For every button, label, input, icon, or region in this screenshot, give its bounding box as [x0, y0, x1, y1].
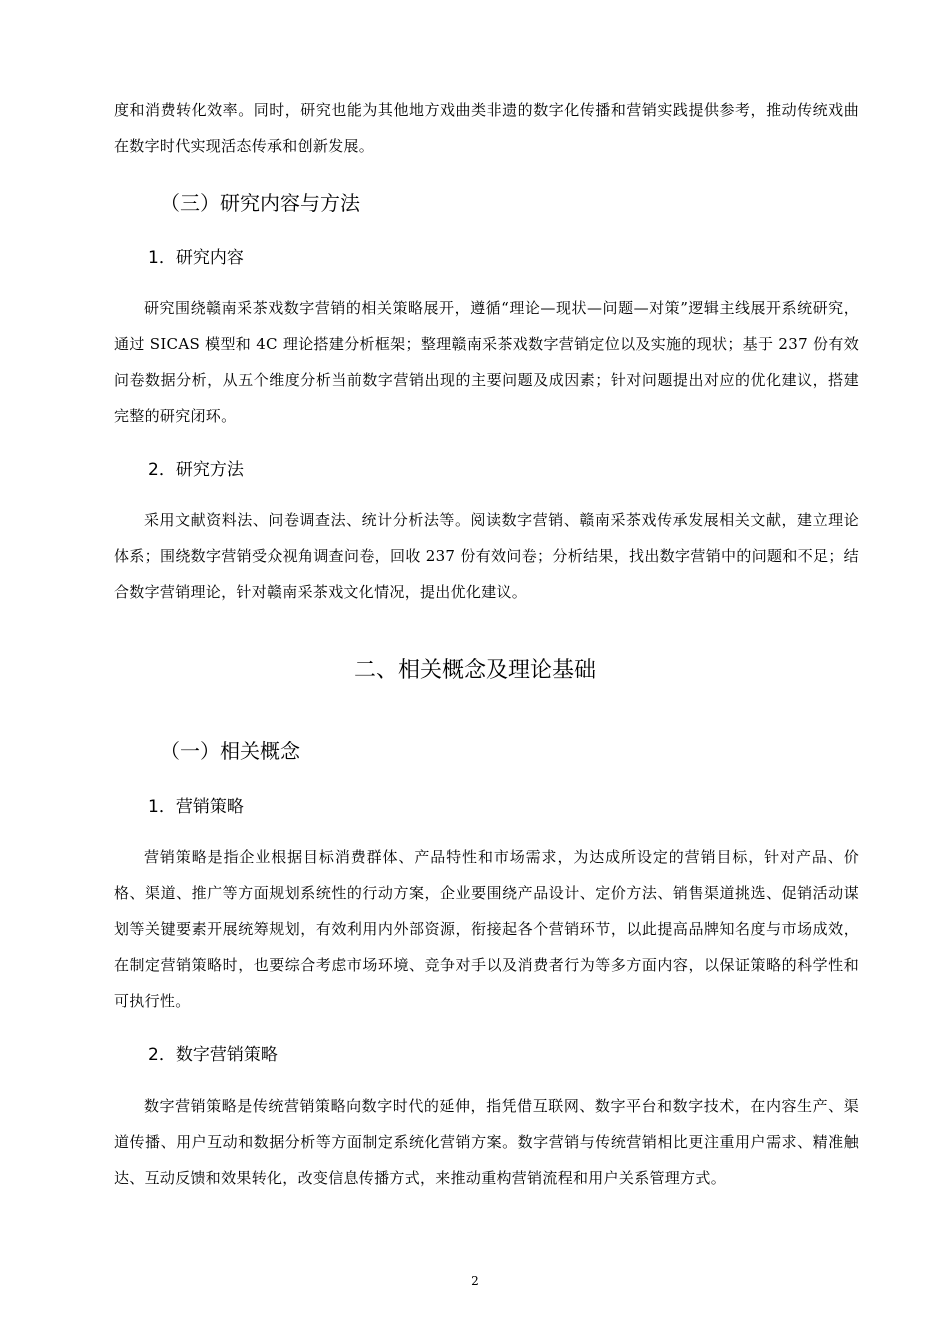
subsection-heading-digital-marketing-strategy: 2．数字营销策略 [148, 1045, 278, 1065]
research-content-paragraph: 研究围绕赣南采茶戏数字营销的相关策略展开，遵循“理论—现状—问题—对策”逻辑主线展开系统研究，通过 SICAS 模型和 4C 理论搭建分析框架；整理赣南采茶戏数字营销定位以及实施的现状；基于 237 份有效问卷数据分析，从五个维度分析当前数字营销出现的主要问题及成因素；针对问题提出对应的优化建议，搭建完整的研究闭环。 [114, 299, 859, 425]
subsection-heading-research-methods: 2．研究方法 [148, 460, 244, 480]
digital-marketing-strategy-paragraph: 数字营销策略是传统营销策略向数字时代的延伸，指凭借互联网、数字平台和数字技术，在内容生产、渠道传播、用户互动和数据分析等方面制定系统化营销方案。数字营销与传统营销相比更注重用户需求、精准触达、互动反馈和效果转化，改变信息传播方式，来推动重构营销流程和用户关系管理方式。 [114, 1097, 859, 1187]
research-methods-paragraph: 采用文献资料法、问卷调查法、统计分析法等。阅读数字营销、赣南采茶戏传承发展相关文献，建立理论体系；围绕数字营销受众视角调查问卷，回收 237 份有效问卷；分析结果，找出数字营销中的问题和不足；结合数字营销理论，针对赣南采茶戏文化情况，提出优化建议。 [114, 511, 859, 601]
chapter-heading-concepts-theory: 二、相关概念及理论基础 [353, 658, 596, 683]
section-heading-research-content-methods: （三）研究内容与方法 [160, 191, 360, 215]
marketing-strategy-paragraph: 营销策略是指企业根据目标消费群体、产品特性和市场需求，为达成所设定的营销目标，针对产品、价格、渠道、推广等方面规划系统性的行动方案，企业要围绕产品设计、定价方法、销售渠道挑选、促销活动谋划等关键要素开展统筹规划，有效利用内外部资源，衔接起各个营销环节，以此提高品牌知名度与市场成效，在制定营销策略时，也要综合考虑市场环境、竞争对手以及消费者行为等多方面内容，以保证策略的科学性和可执行性。 [114, 848, 859, 1010]
page-number: 2 [471, 1274, 479, 1288]
subsection-heading-research-content: 1．研究内容 [148, 248, 244, 268]
continuation-paragraph: 度和消费转化效率。同时，研究也能为其他地方戏曲类非遗的数字化传播和营销实践提供参考，推动传统戏曲在数字时代实现活态传承和创新发展。 [114, 101, 859, 155]
section-heading-related-concepts: （一）相关概念 [160, 739, 300, 763]
subsection-heading-marketing-strategy: 1．营销策略 [148, 797, 244, 817]
